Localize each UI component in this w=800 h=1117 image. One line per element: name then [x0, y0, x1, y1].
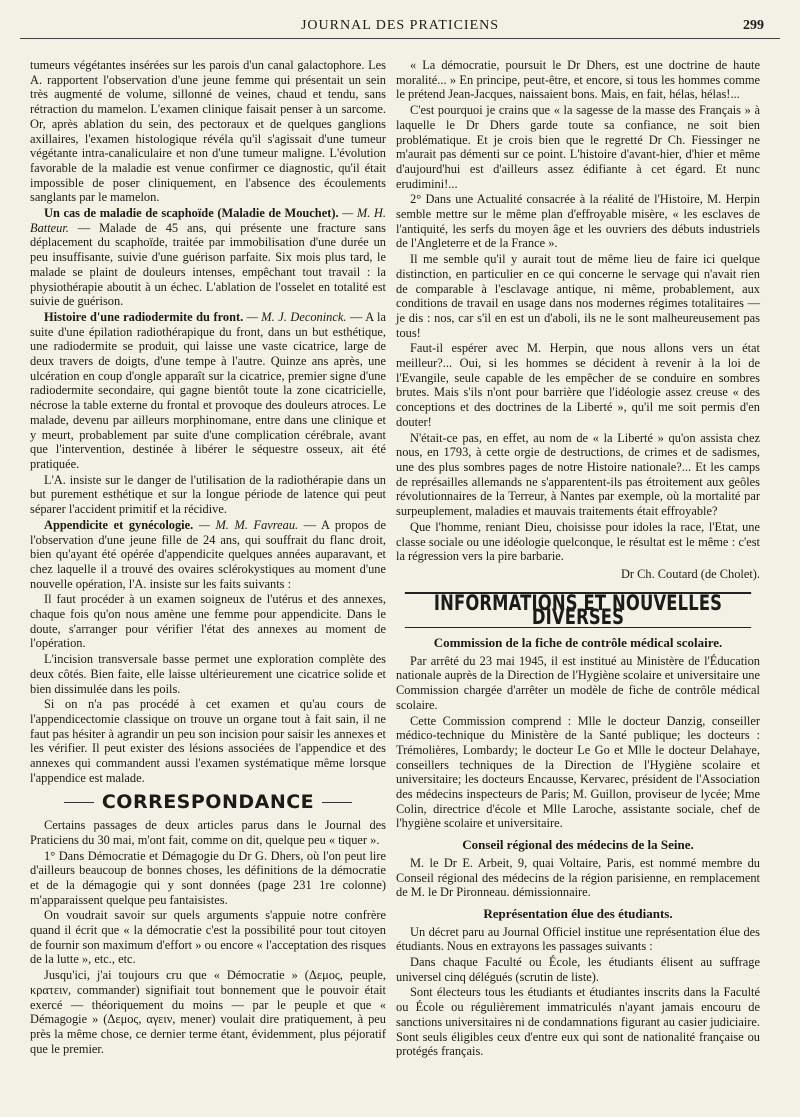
paragraph: Cette Commission comprend : Mlle le docteur Danzig, conseiller médico-technique du Ministère de la Santé publique; les docteurs : Trémolières, Lombardy; le docteur Le Go et Mlle le docteur Delahaye, conseillers techniques de la Direction de l'Hygiène scolaire et universitaire; les docteurs Encausse, Kervarec, président de l'Association des médecins inspecteurs de Paris; M. Guillon, proviseur de lycée; Mme Colin, directrice d'école et Mlle Laroche, assistante sociale, chef de l'hygiène scolaire et universitaire.: [396, 713, 760, 831]
news-title: Commission de la fiche de contrôle médical scolaire.: [433, 635, 723, 651]
article-text: — A propos de l'observation d'une jeune fille de 24 ans, qui souffrait du flanc droit, bien qu'ayant été opérée d'appendicite quelques années auparavant, et chez laquelle il a trouvé des ovaires sclérokystiques au moment d'une nouvelle opération, l'A. insiste sur les faits suivants :: [30, 517, 386, 591]
paragraph: Que l'homme, reniant Dieu, choisisse pour idoles la race, l'Etat, une classe sociale ou une idéologie quelconque, le résultat est le même : c'est la régression vers la pire barbarie.: [396, 519, 760, 564]
article-title: Un cas de maladie de scaphoïde (Maladie de Mouchet).: [44, 206, 339, 221]
paragraph: M. le Dr E. Arbeit, 9, quai Voltaire, Paris, est nommé membre du Conseil régional des médecins de la région parisienne, en remplacement de M. le Dr Pironneau. démissionnaire.: [396, 855, 760, 900]
informations-heading: INFORMATIONS ET NOUVELLES DIVERSES: [405, 592, 751, 628]
correspondance-heading: CORRESPONDANCE: [30, 795, 386, 810]
paragraph: Jusqu'ici, j'ai toujours cru que « Démocratie » (Δεμος, peuple, κρατειν, commander) signifiait tout bonnement que le pouvoir était exercé — théoriquement du moins — par le peuple et que « Démagogie » (Δεμος, αγειν, mener) voulait dire pratiquement, à peu près la même chose, ce dernier terme étant, évidemment, plus péjoratif que le premier.: [30, 968, 386, 1056]
article-scaphoide: [30, 206, 386, 309]
paragraph: Dans chaque Faculté ou École, les étudiants élisent au suffrage universel cinq délégués (scrutin de liste).: [396, 955, 760, 984]
paragraph: Faut-il espérer avec M. Herpin, que nous allons vers un état meilleur?... Oui, si les hommes se décident à revenir à la loi de l'Evangile, seule capable de les empêcher de se conduire en sombres brutes. Mais s'ils n'ont pour barrière que l'idéologie assez creuse « des conceptions et des doctrines de la Liberté », qu'il me soit permis d'en douter!: [396, 341, 760, 429]
paragraph: 1° Dans Démocratie et Démagogie du Dr G. Dhers, où l'on peut lire d'ailleurs beaucoup de bonnes choses, les définitions de la démocratie et de la démagogie qui y sont données (page 231 1re colonne) m'apparaissent quelque peu fantaisistes.: [30, 848, 386, 907]
article-radiodermite: [30, 310, 386, 472]
news-title: Représentation élue des étudiants.: [483, 905, 673, 921]
paragraph: « La démocratie, poursuit le Dr Dhers, est une doctrine de haute moralité... » En principe, peut-être, et encore, si tous les hommes comme le prétend Jean-Jacques, naissaient bons. Mais, en fait, hélas, hélas!...: [396, 58, 760, 102]
paragraph: N'était-ce pas, en effet, au nom de « la Liberté » qu'on assista chez nous, en 1793, à cette orgie de destructions, de crimes et de sadismes, une des plus sombres pages de notre Histoire nationale?... Et les camps de représailles allemands ne s'apparentent-ils pas étroitement aux geôles révolutionnaires de la Terreur, à Nantes par exemple, où la mortalité par surpeuplement, maladies et mauvais traitements était effroyable?: [396, 430, 760, 519]
journal-title: JOURNAL DES PRATICIENS: [300, 18, 500, 33]
article-text: — A la suite d'une épilation radiothérapique du front, dans un but esthétique, une radiodermite se produit, qui laisse une vaste cicatrice, large de deux travers de doigts, d'une tempe à l'autre. Quinze ans après, une ulcération en coup d'ongle apparaît sur la cicatrice, premier signe d'une radiodermite secondaire, qui gagne bientôt toute la zone cicatricielle, nécrose la table externe du frontal et provoque des douleurs atroces. Le malade, devenu par ailleurs morphinomane, entre dans une clinique et y meurt, probablement par suite d'une complication cérébrale, avant que l'intervention, destinée à libérer le séquestre osseux, ait été pratiquée.: [30, 309, 386, 471]
paragraph: Certains passages de deux articles parus dans le Journal des Praticiens du 30 mai, m'ont fait, comme on dit, quelque peu « tiquer ».: [30, 818, 386, 847]
paragraph: L'incision transversale basse permet une exploration complète des deux côtés. Bien faite, elle laisse ultérieurement une cicatrice solide et bien dissimulée dans les poils.: [30, 652, 386, 696]
paragraph: Sont électeurs tous les étudiants et étudiantes inscrits dans la Faculté ou École ou régulièrement immatriculés n'ayant jamais encouru de sanctions universitaires ni de condamnations figurant au casier judiciaire. Sont seuls éligibles ceux d'entre eux qui sont de nationalité française ou protégés français.: [396, 985, 760, 1059]
paragraph: Si on n'a pas procédé à cet examen et qu'au cours de l'appendicectomie classique on trouve un organe tout à fait sain, il ne faut pas hésiter à agrandir un peu son incision pour saisir les annexes et les vérifier. Il peut exister des lésions associées de l'appendice et des annexes qui commandent aussi l'examen systématique même lorsque l'appendice est malade.: [30, 697, 386, 785]
page-header: [20, 16, 780, 38]
left-column: [30, 58, 386, 1057]
paragraph: On voudrait savoir sur quels arguments s'appuie notre confrère quand il écrit que « la démocratie c'est la possibilité pour tout citoyen de fournir son maximum d'effort » ou encore « l'acceptation des risques de la lutte », etc., etc.: [30, 908, 386, 967]
right-column: [396, 58, 760, 1060]
news-title: Conseil régional des médecins de la Seine.: [462, 837, 694, 853]
paragraph: Par arrêté du 23 mai 1945, il est institué au Ministère de l'Éducation nationale auprès de la Direction de l'Hygiène scolaire et universitaire une Commission chargée d'arrêter un modèle de fiche de contrôle médical scolaire.: [396, 653, 760, 712]
article-text: — Malade de 45 ans, qui présente une fracture sans déplacement du scaphoïde, traitée par immobilisation d'une durée un peu insuffisante, suivie d'une guérison parfaite. Six mois plus tard, le malade se plaint de douleurs intenses, empêchant tout travail : la physiothérapie aboutit à un échec. L'ablation de l'osselet en totalité est suivie de guérison.: [30, 220, 386, 309]
paragraph: tumeurs végétantes insérées sur les parois d'un canal galactophore. Les A. rapportent l'observation d'une jeune femme qui présentait un sein très augmenté de volume, sillonné de veines, chaud et tendu, sans rétraction du mamelon. L'examen clinique faisait penser à un sarcome. Or, après ablation du sein, des pectoraux et de quelques ganglions axillaires, l'examen histologique révéla qu'il s'agissait d'une tumeur végétante intra-canaliculaire et non d'une tumeur maligne. L'évolution favorable de la maladie est venue confirmer ce diagnostic, qu'il était impossible de poser cliniquement, en l'absence des écoulements sanglants par le mamelon.: [30, 58, 386, 205]
header-rule: [20, 38, 780, 39]
paragraph: C'est pourquoi je crains que « la sagesse de la masse des Français » à laquelle le Dr Dhers garde toute sa confiance, ne soit bien problématique. Et je crois bien que le regretté Dr Ch. Fiessinger ne m'aurait pas démenti sur ce point. L'histoire d'avant-hier, d'hier et même d'aujourd'hui est d'ailleurs assez édifiante à cet égard. Et nunc erudimini!...: [396, 103, 760, 191]
paragraph: 2° Dans une Actualité consacrée à la réalité de l'Histoire, M. Herpin semble mettre sur le même plan d'effroyable misère, « les esclaves de l'antiquité, les serfs du moyen âge et les ouvriers des débuts industriels de l'Angleterre et de la France ».: [396, 192, 760, 251]
article-title: Appendicite et gynécologie.: [44, 517, 194, 532]
paragraph: L'A. insiste sur le danger de l'utilisation de la radiothérapie dans un but purement esthétique et sur la longue période de latence qui peut séparer l'accident primitif et la récidive.: [30, 472, 386, 517]
article-author: — M. J. Deconinck.: [246, 309, 347, 324]
article-title: Histoire d'une radiodermite du front.: [44, 309, 244, 324]
article-author: — M. H. Batteur.: [30, 206, 386, 235]
signature: Dr Ch. Coutard (de Cholet).: [620, 566, 760, 581]
article-author: — M. M. Favreau.: [198, 517, 299, 532]
page-number: 299: [743, 18, 764, 33]
paragraph: Il faut procéder à un examen soigneux de l'utérus et des annexes, chaque fois qu'on nous amène une femme pour appendicite. Dans le doute, s'arranger pour vérifier l'état des annexes au moment de l'opération.: [30, 592, 386, 651]
article-appendicite: [30, 518, 386, 592]
paragraph: Un décret paru au Journal Officiel institue une représentation élue des étudiants. Nous en extrayons les passages suivants :: [396, 924, 760, 954]
paragraph: Il me semble qu'il y aurait tout de même lieu de faire ici quelque distinction, en particulier en ce qui concerne le servage qui n'avait rien de comparable à l'esclavage antique, ni même, probablement, aux conditions de travail en usage dans nos modernes régimes totalitaires — je dis : nos, car s'il en est un d'aboli, ils ne le sont malheureusement pas tous!: [396, 252, 760, 340]
